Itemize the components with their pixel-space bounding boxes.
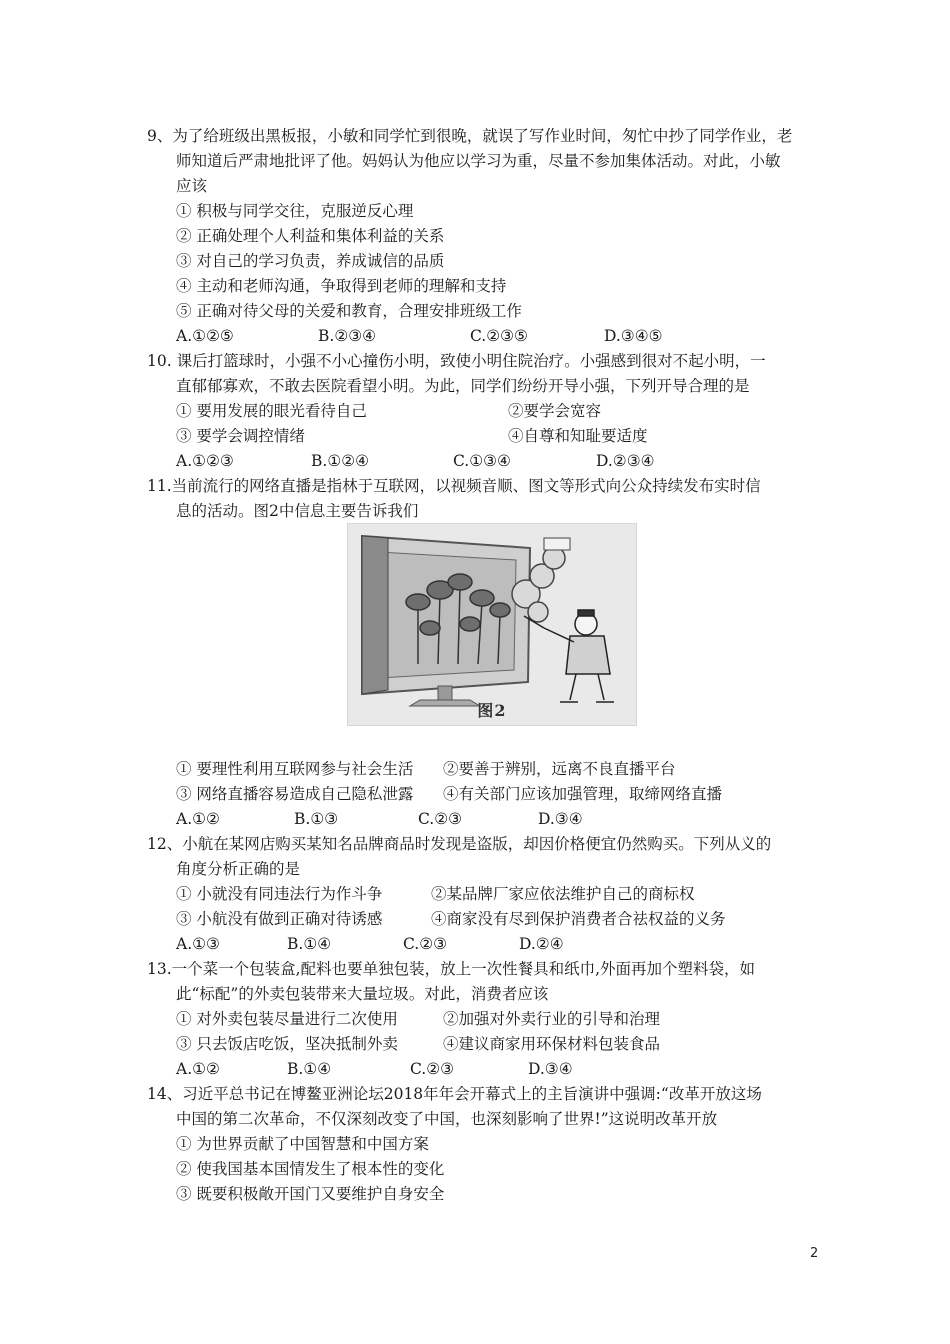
cartoon-figure xyxy=(347,523,637,726)
q10-option-d: D.②③④ xyxy=(596,452,655,470)
q13-option-b: B.①④ xyxy=(287,1060,332,1078)
q9-stem-line-3: 应该 xyxy=(176,177,208,195)
q14-statement-2: ② 使我国基本国情发生了根本性的变化 xyxy=(176,1160,445,1178)
q13-option-a: A.①② xyxy=(176,1060,220,1078)
q13-statement-4: ④建议商家用环保材料包装食品 xyxy=(443,1035,661,1053)
q11-option-d: D.③④ xyxy=(538,810,583,828)
q10-stem-line-2: 直郁郁寡欢，不敢去医院看望小明。为此，同学们纷纷开导小强，下列开导合理的是 xyxy=(176,377,750,395)
q9-option-a: A.①②⑤ xyxy=(176,327,234,345)
q12-stem-line-1: 12、小航在某网店购买某知名品牌商品时发现是盗版，却因价格便宜仍然购买。下列从义的 xyxy=(147,835,772,853)
q12-statement-1: ① 小就没有同违法行为作斗争 xyxy=(176,885,383,903)
q11-statement-1: ① 要理性利用互联网参与社会生活 xyxy=(176,760,414,778)
q12-option-c: C.②③ xyxy=(403,935,448,953)
q13-stem-line-2: 此“标配”的外卖包装带来大量垃圾。对此，消费者应该 xyxy=(176,985,549,1003)
cartoon-illustration xyxy=(348,524,638,727)
q11-statement-4: ④有关部门应该加强管理，取缔网络直播 xyxy=(443,785,723,803)
q10-option-c: C.①③④ xyxy=(453,452,511,470)
q9-option-b: B.②③④ xyxy=(318,327,377,345)
q9-statement-3: ③ 对自己的学习负责，养成诚信的品质 xyxy=(176,252,445,270)
q10-option-a: A.①②③ xyxy=(176,452,234,470)
q9-option-d: D.③④⑤ xyxy=(604,327,663,345)
q10-statement-4: ④自尊和知耻要适度 xyxy=(508,427,648,445)
q13-statement-3: ③ 只去饭店吃饭，坚决抵制外卖 xyxy=(176,1035,398,1053)
q9-stem-line-1: 9、为了给班级出黑板报，小敏和同学忙到很晚，就误了写作业时间，匆忙中抄了同学作业，老 xyxy=(147,127,793,145)
q14-stem-line-1: 14、习近平总书记在博鳌亚洲论坛2018年年会开幕式上的主旨演讲中强调:“改革开放这场 xyxy=(147,1085,762,1103)
q14-statement-3: ③ 既要积极敞开国门又要维护自身安全 xyxy=(176,1185,445,1203)
q12-option-d: D.②④ xyxy=(519,935,564,953)
q11-option-c: C.②③ xyxy=(418,810,463,828)
q10-stem-line-1: 10. 课后打篮球时，小强不小心撞伤小明，致使小明住院治疗。小强感到很对不起小明，一 xyxy=(147,352,766,370)
q11-option-b: B.①③ xyxy=(294,810,339,828)
q9-statement-1: ① 积极与同学交往，克服逆反心理 xyxy=(176,202,414,220)
q11-statement-3: ③ 网络直播容易造成自己隐私泄露 xyxy=(176,785,414,803)
q11-stem-line-1: 11.当前流行的网络直播是指林于互联网，以视频音顺、图文等形式向公众持续发布实时信 xyxy=(147,477,761,495)
q13-stem-line-1: 13.一个菜一个包装盒,配料也要单独包装，放上一次性餐具和纸巾,外面再加个塑料袋，如 xyxy=(147,960,756,978)
q11-stem-line-2: 息的活动。图2中信息主要告诉我们 xyxy=(176,502,419,520)
q12-stem-line-2: 角度分析正确的是 xyxy=(176,860,301,878)
q13-option-c: C.②③ xyxy=(410,1060,455,1078)
q13-option-d: D.③④ xyxy=(528,1060,573,1078)
q13-statement-2: ②加强对外卖行业的引导和治理 xyxy=(443,1010,661,1028)
q12-statement-4: ④商家没有尽到保护消费者合祛权益的义务 xyxy=(431,910,726,928)
q14-statement-1: ① 为世界贡献了中国智慧和中国方案 xyxy=(176,1135,429,1153)
q12-statement-3: ③ 小航没有做到正确对待诱感 xyxy=(176,910,383,928)
q10-statement-1: ① 要用发展的眼光看待自己 xyxy=(176,402,367,420)
q9-statement-2: ② 正确处理个人利益和集体利益的关系 xyxy=(176,227,445,245)
q9-option-c: C.②③⑤ xyxy=(470,327,528,345)
q11-option-a: A.①② xyxy=(176,810,220,828)
figure-caption: 图2 xyxy=(477,701,507,720)
q12-option-b: B.①④ xyxy=(287,935,332,953)
q14-stem-line-2: 中国的第二次革命，不仅深刻改变了中国，也深刻影响了世界!”这说明改革开放 xyxy=(176,1110,718,1128)
q9-statement-4: ④ 主动和老师沟通，争取得到老师的理解和支持 xyxy=(176,277,507,295)
q12-option-a: A.①③ xyxy=(176,935,220,953)
q10-statement-2: ②要学会宽容 xyxy=(508,402,602,420)
q9-statement-5: ⑤ 正确对待父母的关爱和教育，合理安排班级工作 xyxy=(176,302,522,320)
q12-statement-2: ②某品牌厂家应依法维护自己的商标权 xyxy=(431,885,695,903)
q11-statement-2: ②要善于辨别，远离不良直播平台 xyxy=(443,760,676,778)
page-number: 2 xyxy=(810,1246,819,1261)
q10-option-b: B.①②④ xyxy=(311,452,370,470)
q9-stem-line-2: 师知道后严肃地批评了他。妈妈认为他应以学习为重，尽量不参加集体活动。对此，小敏 xyxy=(176,152,781,170)
q10-statement-3: ③ 要学会调控情绪 xyxy=(176,427,305,445)
q13-statement-1: ① 对外卖包装尽量进行二次使用 xyxy=(176,1010,398,1028)
